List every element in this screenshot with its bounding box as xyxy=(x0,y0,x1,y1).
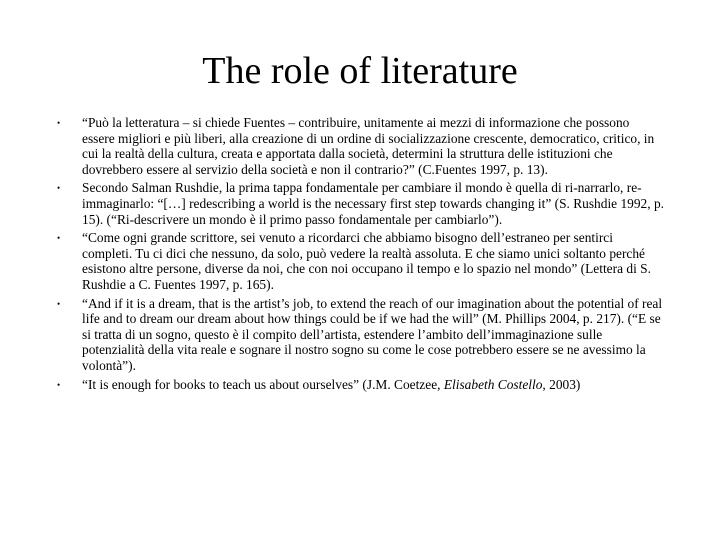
bullet-item-fuentes xyxy=(54,115,664,177)
bullet-item-phillips xyxy=(54,296,664,374)
bullet-text: “And if it is a dream, that is the artist’s job, to extend the reach of our imagination about the potential of real life and to dream our dream about how things could be if we had the will” (M. Phillips 2004, p. 217). (“E se si tratta di un sogno, questo è il compito dell’artista, estendere l’ambito dell’immaginazione sulle potenzialità della vita reale e sognare il nostro sogno su come le cose potrebbero essere se ne avessimo la volontà”). xyxy=(82,295,663,373)
bullet-marker: • xyxy=(57,233,61,244)
bullet-text: “Come ogni grande scrittore, sei venuto a ricordarci che abbiamo bisogno dell’estraneo per sentirci completi. Tu ci dici che nessuno, da solo, può vedere la realtà assoluta. E che siamo unici soltanto perché esistono altre persone, diverse da noi, che con noi occupano il tempo e lo spazio nel mondo” (Lettera di S. Rushdie a C. Fuentes 1997, p. 165). xyxy=(82,230,651,292)
bullet-item-rushdie-letter xyxy=(54,230,664,292)
bullet-marker: • xyxy=(57,183,61,194)
citation-year: , 2003) xyxy=(542,376,581,392)
bullet-marker: • xyxy=(57,298,61,309)
bullet-text: “Può la letteratura – si chiede Fuentes – contribuire, unitamente ai mezzi di informazione che possono essere migliori e più liberi, alla creazione di un ordine di socializzazione crescente, democratico, critico, in cui la realtà della cultura, creata e apportata dalla società, determini la struttura delle istituzioni che dovrebbero essere al servizio della società e non il contrario?” (C.Fuentes 1997, p. 13). xyxy=(82,115,655,177)
bullet-item-coetzee xyxy=(54,377,664,393)
bullet-text: Secondo Salman Rushdie, la prima tappa fondamentale per cambiare il mondo è quella di ri-narrarlo, re-immaginarlo: “[…] redescribing a world is the necessary first step towards changing it” (S. Rushdie 1992, p. 15). (“Ri-descrivere un mondo è il primo passo fondamentale per cambiarlo”). xyxy=(82,180,664,227)
bullet-marker: • xyxy=(57,118,61,128)
bullet-item-rushdie xyxy=(54,180,664,227)
slide-title: The role of literature xyxy=(202,50,518,92)
bullet-text xyxy=(82,377,580,392)
bullet-list xyxy=(54,115,664,395)
quote-text: “It is enough for books to teach us about ourselves” (J.M. Coetzee, xyxy=(82,376,444,392)
book-title: Elisabeth Costello xyxy=(443,376,543,392)
bullet-marker: • xyxy=(57,379,61,390)
